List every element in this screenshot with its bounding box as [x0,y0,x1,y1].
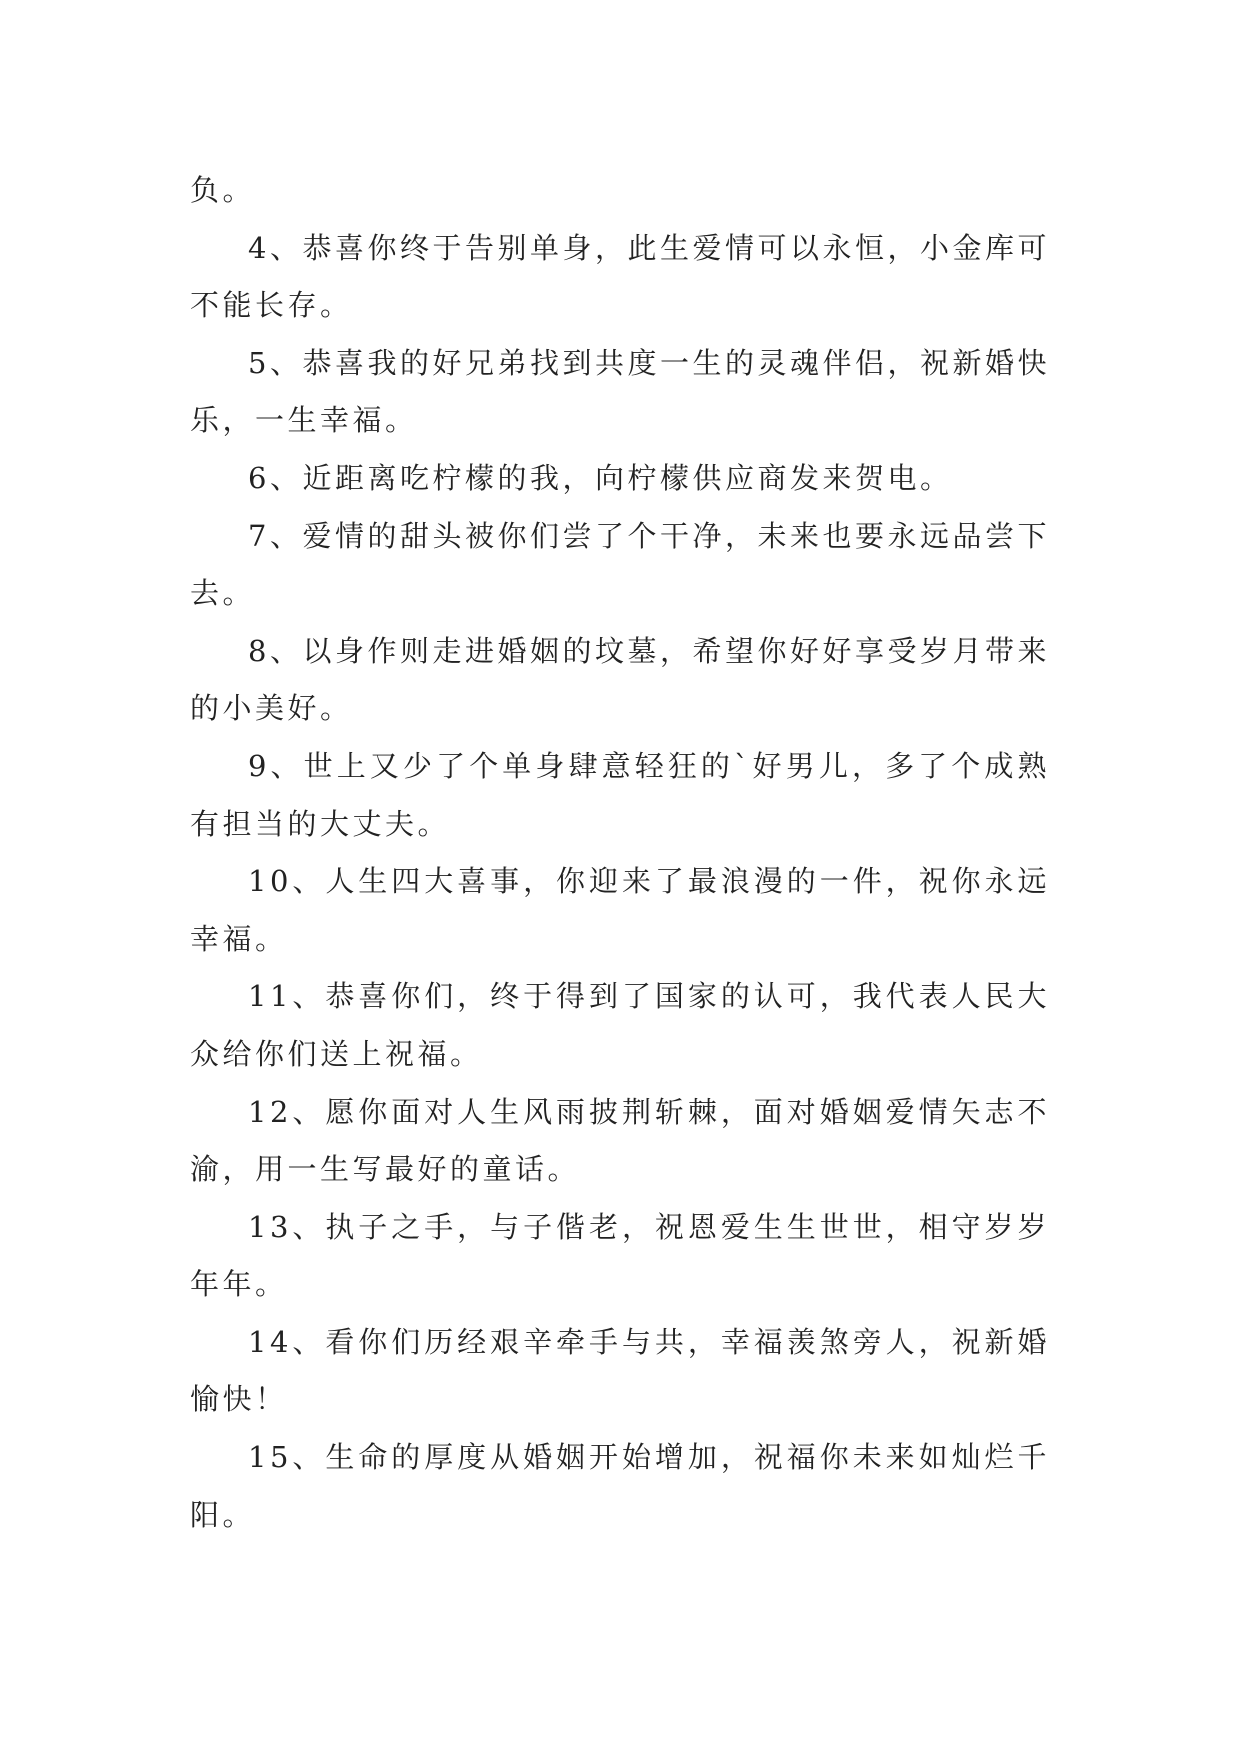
paragraph-item-5: 5、恭喜我的好兄弟找到共度一生的灵魂伴侣，祝新婚快乐，一生幸福。 [190,345,1050,438]
paragraph-item-4: 4、恭喜你终于告别单身，此生爱情可以永恒，小金库可不能长存。 [190,230,1050,323]
paragraph-item-9: 9、世上又少了个单身肆意轻狂的`好男儿，多了个成熟有担当的大丈夫。 [190,748,1050,841]
paragraph-continuation: 负。 [190,173,256,207]
paragraph-item-11: 11、恭喜你们，终于得到了国家的认可，我代表人民大众给你们送上祝福。 [190,979,1050,1071]
paragraph-item-12: 12、愿你面对人生风雨披荆斩棘，面对婚姻爱情矢志不渝，用一生写最好的童话。 [190,1094,1050,1187]
paragraph-item-14: 14、看你们历经艰辛牵手与共，幸福羡煞旁人，祝新婚愉快！ [190,1324,1050,1417]
paragraph-item-6: 6、近距离吃柠檬的我，向柠檬供应商发来贺电。 [248,460,953,495]
paragraph-item-15: 15、生命的厚度从婚姻开始增加，祝福你未来如灿烂千阳。 [190,1440,1050,1532]
document-body [190,162,1050,1544]
paragraph-item-10: 10、人生四大喜事，你迎来了最浪漫的一件，祝你永远幸福。 [190,864,1050,956]
paragraph-item-13: 13、执子之手，与子偕老，祝恩爱生生世世，相守岁岁年年。 [190,1209,1050,1302]
paragraph-item-7: 7、爱情的甜头被你们尝了个干净，未来也要永远品尝下去。 [190,518,1050,611]
paragraph-item-8: 8、以身作则走进婚姻的坟墓，希望你好好享受岁月带来的小美好。 [190,633,1050,726]
